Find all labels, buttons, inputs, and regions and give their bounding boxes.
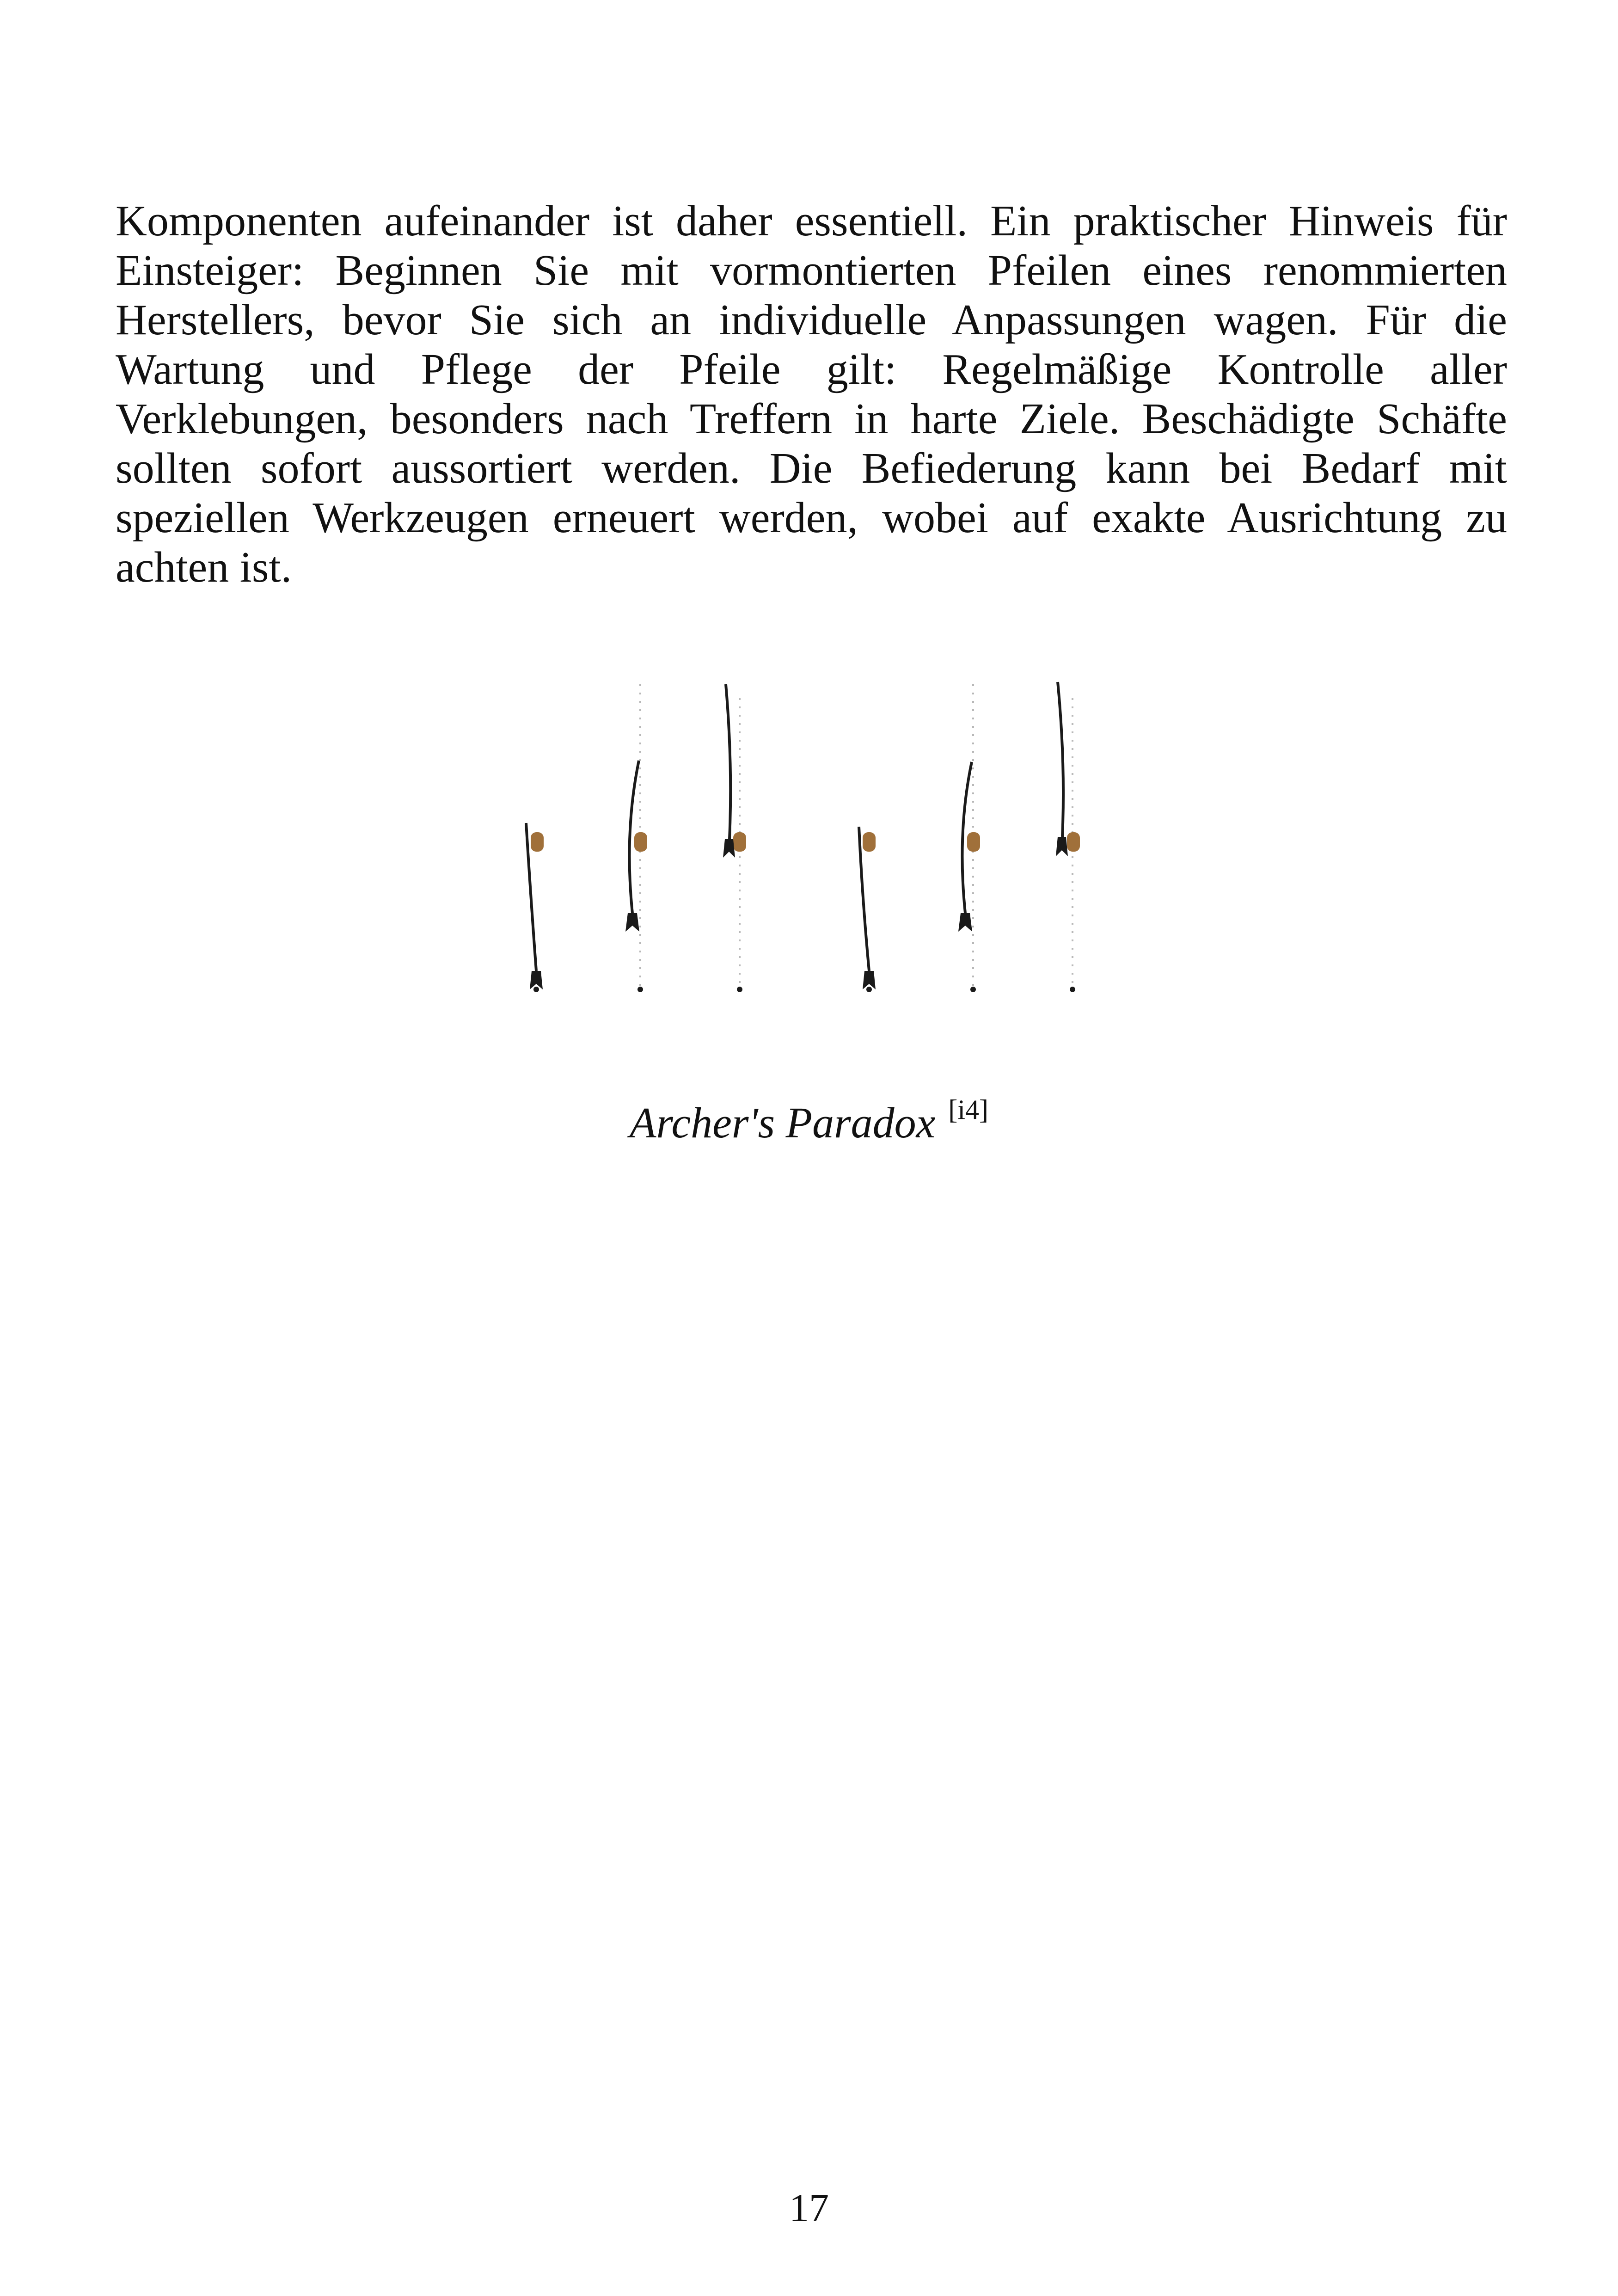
bow-riser	[967, 832, 980, 852]
figure-caption	[0, 1084, 1618, 1148]
body-line: Verklebungen, besonders nach Treffern in harte Ziele. Beschädigte Schäfte	[116, 395, 1507, 443]
body-line: sollten sofort aussortiert werden. Die Befiederung kann bei Bedarf mit	[116, 444, 1507, 492]
arrow-fletching	[625, 913, 639, 932]
body-line: Wartung und Pflege der Pfeile gilt: Regelmäßige Kontrolle aller	[116, 345, 1507, 393]
page-number: 17	[789, 2185, 829, 2230]
caption-reference[interactable]: [i4]	[948, 1094, 989, 1125]
body-line: Herstellers, bevor Sie sich an individuelle Anpassungen wagen. Für die	[116, 296, 1507, 344]
arrow-stage-6	[1056, 682, 1068, 856]
archers-paradox-figure	[485, 657, 1133, 1017]
body-line: Komponenten aufeinander ist daher essentiell. Ein praktischer Hinweis für	[116, 197, 1507, 245]
caption-text: Archer's Paradox	[629, 1099, 936, 1147]
nock-point	[866, 987, 872, 992]
bow-riser	[733, 832, 746, 852]
arrow-fletching	[958, 913, 972, 932]
bow-riser	[1067, 832, 1080, 852]
arrow-fletching	[1056, 837, 1068, 856]
nock-point	[737, 987, 742, 992]
nock-point	[970, 987, 976, 992]
body-line: speziellen Werkzeugen erneuert werden, wobei auf exakte Ausrichtung zu	[116, 494, 1507, 542]
guide-lines	[640, 684, 1073, 989]
body-line: Einsteiger: Beginnen Sie mit vormontierten Pfeilen eines renommierten	[116, 246, 1507, 295]
nock-point	[637, 987, 643, 992]
arrow-shaft	[1058, 682, 1063, 837]
bow-riser	[634, 832, 647, 852]
nock-points	[533, 987, 1075, 992]
bow-riser	[531, 832, 544, 852]
bow-risers	[531, 832, 1080, 852]
archers-paradox-illustration	[485, 657, 1133, 1017]
nock-point	[1070, 987, 1075, 992]
arrow-stage-3	[723, 684, 735, 858]
arrow-shaft	[726, 684, 730, 839]
body-paragraph	[116, 196, 1507, 592]
body-line: achten ist.	[116, 543, 292, 591]
arrow-fletching	[723, 839, 735, 858]
bow-riser	[863, 832, 876, 852]
nock-point	[533, 987, 539, 992]
